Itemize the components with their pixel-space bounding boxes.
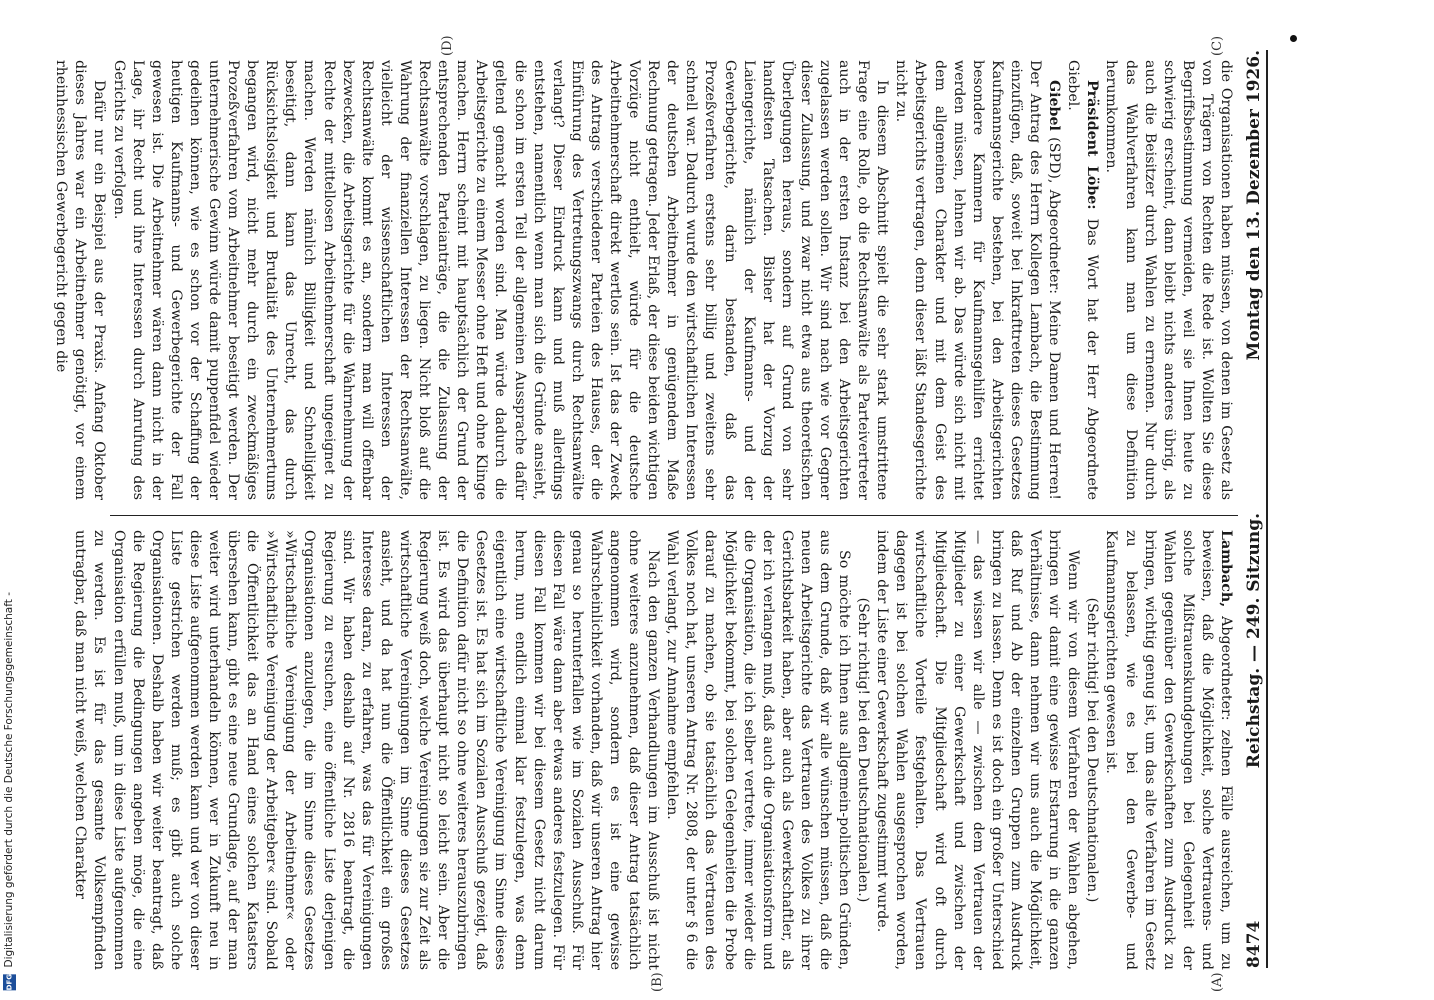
speaker-name: Lambach,: [1218, 530, 1234, 608]
document-page: [53, 30, 1310, 1000]
paragraph-text: Das Wort hat der Herr Abgeordnete Giebel.: [1065, 60, 1101, 501]
interjection: (Sehr richtig! bei den Deutschnationalen.): [1084, 597, 1101, 903]
margin-mark-c: (C): [1210, 35, 1225, 56]
speaker-name: Giebel: [1046, 80, 1063, 131]
paragraph: [891, 60, 1063, 500]
margin-mark-b: (B): [650, 972, 665, 992]
paragraph: Dafür nur ein Beispiel aus der Praxis. Anfang Oktober dieses Jahres war ein Arbeitnehmer genötigt, vor einem rheinhessischen Gewerbegericht gegen die: [53, 60, 108, 500]
paragraph: [1063, 60, 1101, 500]
page-title: Reichstag. — 249. Sitzung.: [1244, 512, 1264, 769]
credit-text: Digitalisierung gefördert durch die Deutsche Forschungsgemeinschaft -: [3, 592, 15, 968]
column-divider: [110, 515, 1238, 516]
page-header: [1238, 50, 1268, 968]
right-column: [53, 60, 1235, 501]
interjection: (Sehr richtig! bei den Deutschnationalen.): [855, 597, 872, 903]
margin-mark-a: (A): [1210, 972, 1225, 992]
page-date: Montag den 13. Dezember 1926.: [1244, 50, 1264, 361]
left-column: [72, 530, 1235, 970]
paragraph: die Organisationen haben müssen, von denen im Gesetz als von Trägern von Rechten die Rede ist. Wollten Sie diese Begriffsbestimmung vermeiden, weil sie Ihnen heute zu schwierig erscheint, dann bleibt nichts anderes übrig, als auch die Beisitzer durch Wahlen zu ernennen. Nur durch das Wahlverfahren kann man um diese Definition herumkommen.: [1103, 60, 1234, 500]
margin-mark-d: (D): [440, 35, 455, 56]
paragraph-text: (SPD), Abgeordneter: Meine Damen und Herren! Der Antrag des Herrn Kollegen Lambach, die Bestimmung einzufügen, daß, soweit bei Inkrafttreten dieses Gesetzes Kaufmannsgerichte bestehen, bei den Arbeitsgerichten besondere Kammern für Kaufmannsgehilfen errichtet werden müssen, lehnen wir ab. Das würde sich nicht mit dem allgemeinen Charakter und mit dem Geist des Arbeitsgerichts vertragen, denn dieser läßt Standesgerichte nicht zu.: [893, 60, 1063, 500]
bullet-icon: [1290, 35, 1297, 42]
paragraph: [1101, 530, 1235, 970]
dfg-logo-icon: DFG: [3, 974, 16, 990]
page-number: 8474: [1244, 920, 1264, 968]
speaker-name: Präsident Löbe:: [1084, 80, 1101, 210]
paragraph: Wenn wir von diesem Verfahren der Wahlen abgehen, bringen wir damit eine gewisse Erstarrung in die ganzen Verhältnisse, dann nehmen wir uns auch die Möglichkeit, daß Ruf und Ab der einzelnen Gruppen zum Ausdruck bringen zu lassen. Denn es ist doch ein großer Unterschied — das wissen wir alle — zwischen dem Vertrauen der Mitglieder zu einer Gewerkschaft und zwischen der Mitgliedschaft. Die Mitgliedschaft wird oft durch wirtschaftliche Vorteile festgehalten. Das Vertrauen dagegen ist bei solchen Wahlen ausgesprochen worden, indem der Liste einer Gewerkschaft zugestimmt wurde.: [874, 530, 1082, 970]
paragraph: So möchte ich Ihnen aus allgemein-politischen Gründen, aus dem Grunde, daß wir alle wünschen müssen, daß die neuen Arbeitsgerichte das Vertrauen des Volkes zu ihrer Gerichtsbarkeit haben, aber auch als Gewerkschaftler, als der ich verlangen muß, daß auch die Organisationsform und die Organisation, die ich selber vertrete, immer wieder die Möglichkeit bekommt, bei solchen Gelegenheiten die Probe darauf zu machen, ob sie tatsächlich das Vertrauen des Volkes noch hat, unseren Antrag Nr. 2808, der unter § 6 die Wahl verlangt, zur Annahme empfehlen.: [664, 530, 853, 970]
paragraph: In diesem Abschnitt spielt die sehr stark umstrittene Frage eine Rolle, ob die Rechtsanwälte als Parteivertreter auch in der ersten Instanz bei den Arbeitsgerichten zugelassen werden sollen. Wir sind nach wie vor Gegner dieser Zulassung, und zwar nicht etwa aus theoretischen Überlegungen heraus, sondern auf Grund von sehr handfesten Tatsachen. Bisher hat der Vorzug der Laiengerichte, nämlich der Kaufmanns- und der Gewerbegerichte, darin bestanden, daß das Prozeßverfahren erstens sehr billig und zweitens sehr schnell war. Dadurch wurde den wirtschaftlichen Interessen der deutschen Arbeitnehmer in genügendem Maße Rechnung getragen. Jeder Erlaß, der diese beiden wichtigen Vorzüge nicht enthielt, würde für die deutsche Arbeitnehmerschaft direkt wertlos sein. Ist das der Zweck des Antrags verschiedener Parteien des Hauses, der die Einführung des Vertretungszwangs durch Rechtsanwälte verlangt? Dieser Eindruck kann und muß allerdings entstehen, namentlich wenn man sich die Gründe ansieht, die schon im ersten Teil der allgemeinen Aussprache dafür geltend gemacht worden sind. Man würde dadurch die Arbeitsgerichte zu einem Messer ohne Heft und ohne Klinge machen. Herrn scheint mit hauptsächlich der Grund der entsprechenden Parteianträge, die die Zulassung der Rechtsanwälte vorschlagen, zu liegen. Nicht bloß auf die Wahrung der finanziellen Interessen der Rechtsanwälte, vielleicht der wissenschaftlichen Interessen der Rechtsanwälte kommt es an, sondern man will offenbar bezwecken, die Arbeitsgerichte für die Wahrnehmung der Rechte der mittellosen Arbeitnehmerschaft ungeeignet zu machen. Werden nämlich Billigkeit und Schnelligkeit beseitigt, dann kann das Unrecht, das durch Rücksichtslosigkeit und Brutalität des Unternehmertums begangen wird, nicht mehr durch ein zweckmäßiges Prozeßverfahren vom Arbeitnehmer beseitigt werden. Der unternehmerische Gewinn würde damit puppenfidel wieder gedeihen können, wie es schon vor der Schaffung der heutigen Kaufmanns- und Gewerbegerichte der Fall gewesen ist. Die Arbeitnehmer wären dann nicht in der Lage, ihr Recht und ihre Interessen durch Anrufung des Gerichts zu verfolgen.: [110, 60, 891, 500]
digitization-credit: [2, 592, 16, 990]
paragraph: Nach den ganzen Verhandlungen im Ausschuß ist nicht ohne weiteres anzunehmen, daß dieser Antrag tatsächlich angenommen wird, sondern es ist eine gewisse Wahrscheinlichkeit vorhanden, daß wir unseren Antrag hier genau so herunterfallen wie im Sozialen Ausschuß. Für diesen Fall wäre dann aber etwas anderes festzulegen. Für diesen Fall kommen wir bei diesem Gesetz nicht darum herum, nun endlich einmal klar festzulegen, was denn eigentlich eine wirtschaftliche Vereinigung im Sinne dieses Gesetzes ist. Es hat sich im Sozialen Ausschuß gezeigt, daß die Definition dafür nicht so ohne weiteres herauszubringen ist. Es wird das überhaupt nicht so leicht sein. Aber die Regierung weiß doch, welche Vereinigungen sie zur Zeit als wirtschaftliche Vereinigungen im Sinne dieses Gesetzes ansieht, und da hat nun die Öffentlichkeit ein großes Interesse daran, zu erfahren, was das für Vereinigungen sind. Wir haben deshalb auf Nr. 2816 beantragt, die Regierung zu ersuchen, eine öffentliche Liste derjenigen Organisationen anzulegen, die im Sinne dieses Gesetzes »Wirtschaftliche Vereinigung der Arbeitnehmer« oder »Wirtschaftliche Vereinigung der Arbeitgeber« sind. Sobald die Öffentlichkeit das an Hand eines solchen Katasters übersehen kann, gibt es eine neue Grundlage, auf der man weiter wird unterhandeln können, wer in Zukunft neu in diese Liste aufgenommen werden kann und wer von dieser Liste gestrichen werden muß; es gibt auch solche Organisationen. Deshalb haben wir weiter beantragt, daß die Regierung die Bedingungen angeben möge, die eine Organisation erfüllen muß, um in diese Liste aufgenommen zu werden. Es ist für das gesamte Volksempfinden untragbar, daß man nicht weiß, welchen Charakter: [72, 530, 662, 970]
speaker-role: Abgeordneter:: [1218, 616, 1234, 721]
paragraph-text: zelnen Fälle ausreichen, um zu beweisen, daß die Möglichkeit, solche Vertrauens- und solche Mißtrauenskundgebungen bei Gelegenheit der Wahlen gegenüber den Gewerkschaften zum Ausdruck zu bringen, wichtig genug ist, um das alte Verfahren im Gesetz zu belassen, wie es bei den Gewerbe- und Kaufmannsgerichten gewesen ist.: [1103, 530, 1234, 970]
